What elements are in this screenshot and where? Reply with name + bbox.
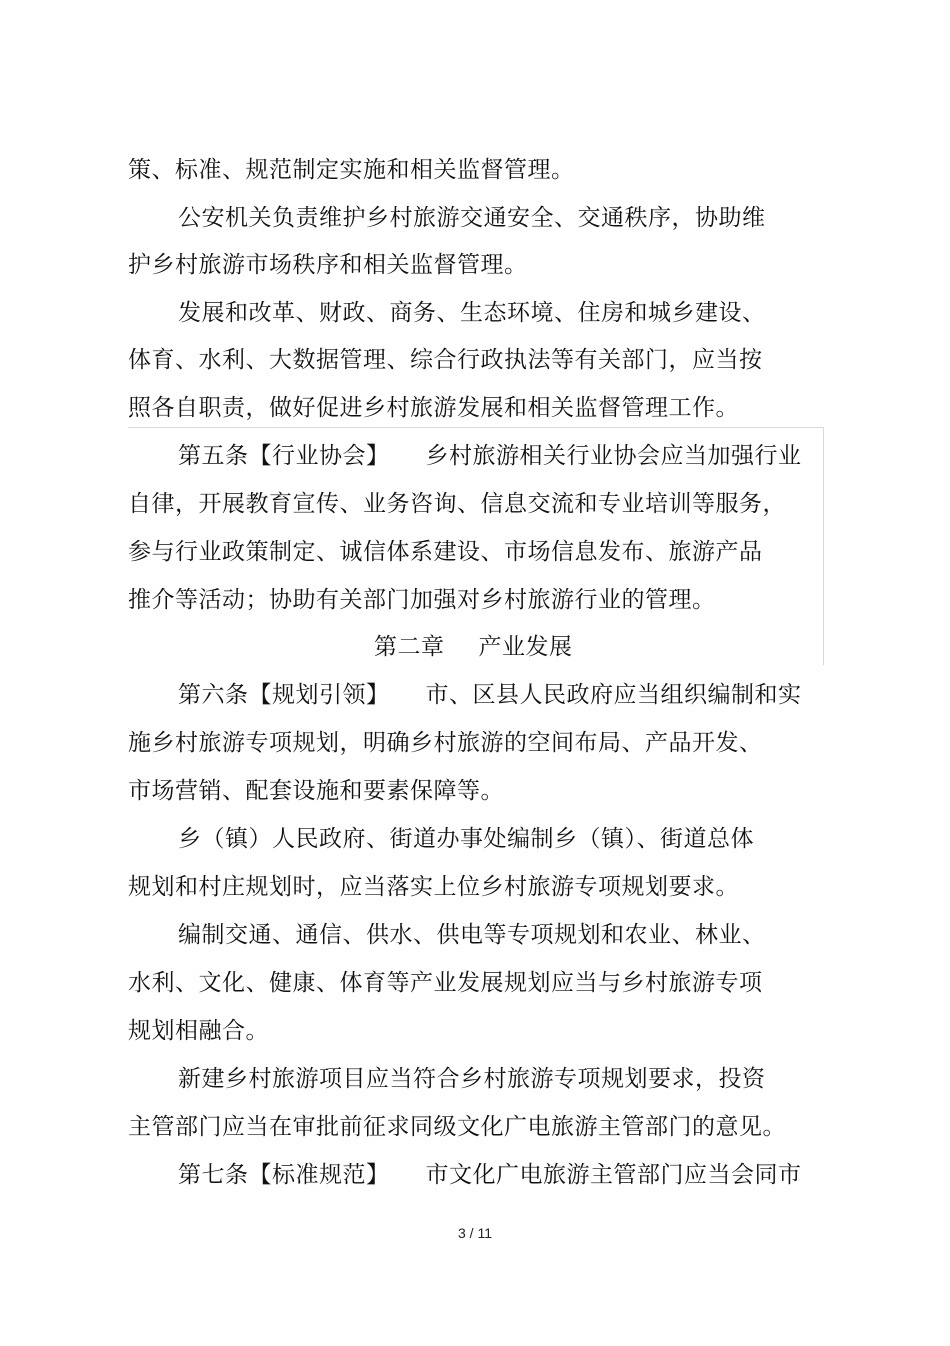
article-line <box>178 441 802 471</box>
article-line <box>178 1160 802 1190</box>
text-line: 照各自职责，做好促进乡村旅游发展和相关监督管理工作。 <box>128 395 739 421</box>
article-heading: 第六条【规划引领】 <box>178 682 390 708</box>
article-line <box>178 680 802 710</box>
article-text: 市文化广电旅游主管部门应当会同市 <box>425 1162 802 1188</box>
chapter-number: 第二章 <box>374 634 445 660</box>
text-line: 市场营销、配套设施和要素保障等。 <box>128 778 504 804</box>
text-line: 推介等活动；协助有关部门加强对乡村旅游行业的管理。 <box>128 587 716 613</box>
article-text: 乡村旅游相关行业协会应当加强行业 <box>425 443 802 469</box>
frame-border-right <box>823 427 824 665</box>
text-line: 水利、文化、健康、体育等产业发展规划应当与乡村旅游专项 <box>128 970 763 996</box>
frame-border-top <box>128 427 824 428</box>
article-text: 市、区县人民政府应当组织编制和实 <box>425 682 802 708</box>
text-line: 新建乡村旅游项目应当符合乡村旅游专项规划要求，投资 <box>178 1066 766 1092</box>
text-line: 编制交通、通信、供水、供电等专项规划和农业、林业、 <box>178 922 766 948</box>
text-line: 参与行业政策制定、诚信体系建设、市场信息发布、旅游产品 <box>128 539 763 565</box>
text-line: 体育、水利、大数据管理、综合行政执法等有关部门，应当按 <box>128 347 763 373</box>
text-line: 规划和村庄规划时，应当落实上位乡村旅游专项规划要求。 <box>128 874 739 900</box>
text-line: 乡（镇）人民政府、街道办事处编制乡（镇）、街道总体 <box>178 826 754 852</box>
text-line: 主管部门应当在审批前征求同级文化广电旅游主管部门的意见。 <box>128 1114 786 1140</box>
text-line: 发展和改革、财政、商务、生态环境、住房和城乡建设、 <box>178 300 766 326</box>
text-line: 施乡村旅游专项规划，明确乡村旅游的空间布局、产品开发、 <box>128 730 763 756</box>
text-line: 规划相融合。 <box>128 1018 269 1044</box>
text-line: 自律，开展教育宣传、业务咨询、信息交流和专业培训等服务， <box>128 491 786 517</box>
page-number: 3 / 11 <box>458 1225 492 1241</box>
text-line: 护乡村旅游市场秩序和相关监督管理。 <box>128 252 528 278</box>
chapter-title: 产业发展 <box>478 634 573 660</box>
article-heading: 第七条【标准规范】 <box>178 1162 390 1188</box>
chapter-heading <box>374 632 573 662</box>
text-line: 公安机关负责维护乡村旅游交通安全、交通秩序，协助维 <box>178 205 766 231</box>
article-heading: 第五条【行业协会】 <box>178 443 390 469</box>
text-line: 策、标准、规范制定实施和相关监督管理。 <box>128 157 575 183</box>
